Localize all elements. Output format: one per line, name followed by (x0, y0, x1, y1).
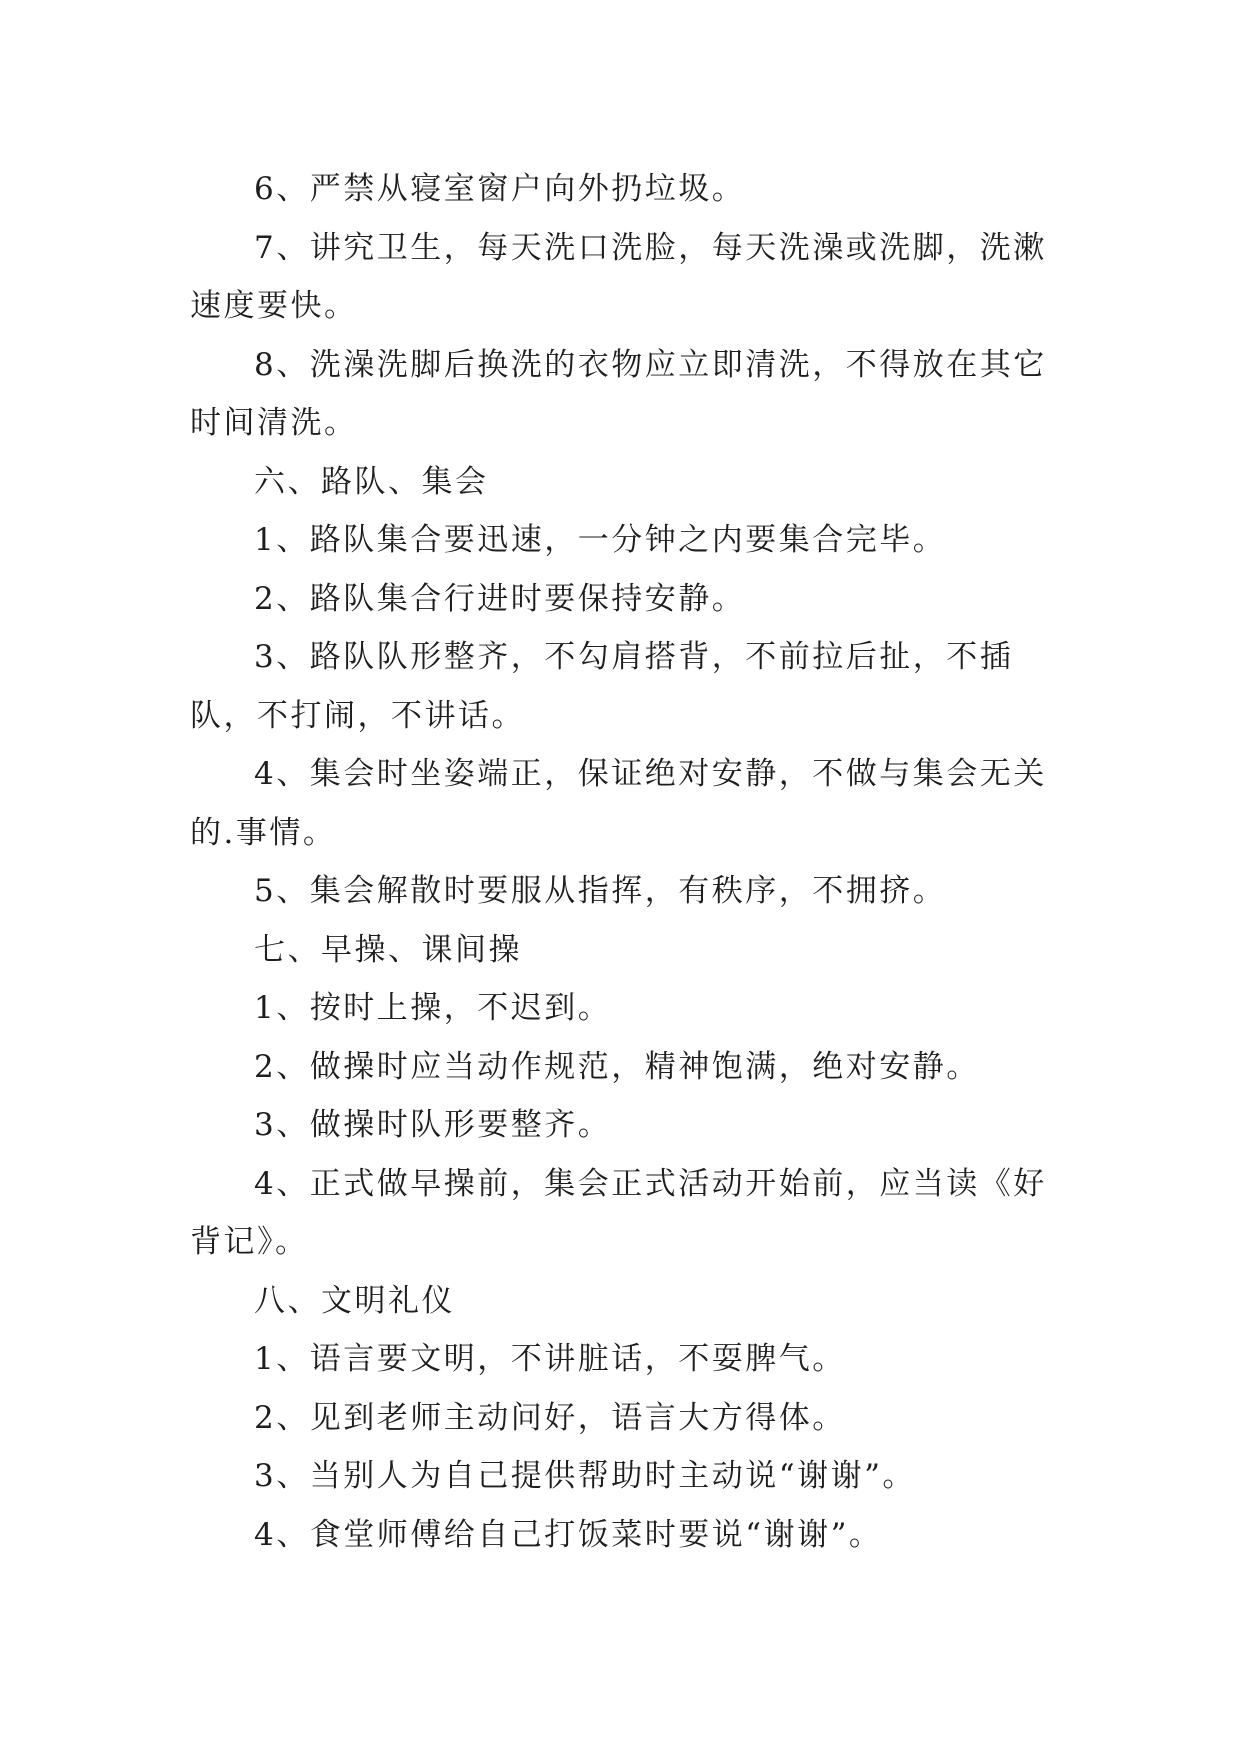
rule-item: 4、食堂师傅给自己打饭菜时要说“谢谢”。 (254, 1516, 883, 1553)
document-body (190, 160, 1060, 1564)
rule-item: 2、做操时应当动作规范，精神饱满，绝对安静。 (254, 1048, 980, 1085)
rule-item: 3、当别人为自己提供帮助时主动说“谢谢”。 (254, 1458, 916, 1494)
rule-item: 7、讲究卫生，每天洗口洗脸，每天洗澡或洗脚，洗漱速度要快。 (190, 229, 1047, 324)
rule-item: 2、见到老师主动问好，语言大方得体。 (254, 1399, 846, 1436)
section-heading: 七、早操、课间操 (254, 931, 522, 968)
section-heading: 八、文明礼仪 (254, 1282, 455, 1319)
rule-item: 1、语言要文明，不讲脏话，不耍脾气。 (254, 1341, 846, 1377)
rule-item: 4、正式做早操前，集会正式活动开始前，应当读《好背记》。 (190, 1165, 1047, 1260)
rule-item: 4、集会时坐姿端正，保证绝对安静，不做与集会无关的.事情。 (190, 756, 1047, 851)
rule-item: 3、路队队形整齐，不勾肩搭背，不前拉后扯，不插队，不打闹，不讲话。 (190, 639, 1014, 734)
rule-item: 6、严禁从寝室窗户向外扔垃圾。 (254, 171, 746, 207)
rule-item: 3、做操时队形要整齐。 (254, 1107, 612, 1143)
rule-item: 8、洗澡洗脚后换洗的衣物应立即清洗，不得放在其它时间清洗。 (190, 346, 1047, 441)
rule-item: 2、路队集合行进时要保持安静。 (254, 580, 746, 617)
rule-item: 5、集会解散时要服从指挥，有秩序，不拥挤。 (254, 873, 947, 909)
rule-item: 1、按时上操，不迟到。 (254, 990, 612, 1026)
section-heading: 六、路队、集会 (254, 463, 489, 500)
rule-item: 1、路队集合要迅速，一分钟之内要集合完毕。 (254, 522, 947, 558)
